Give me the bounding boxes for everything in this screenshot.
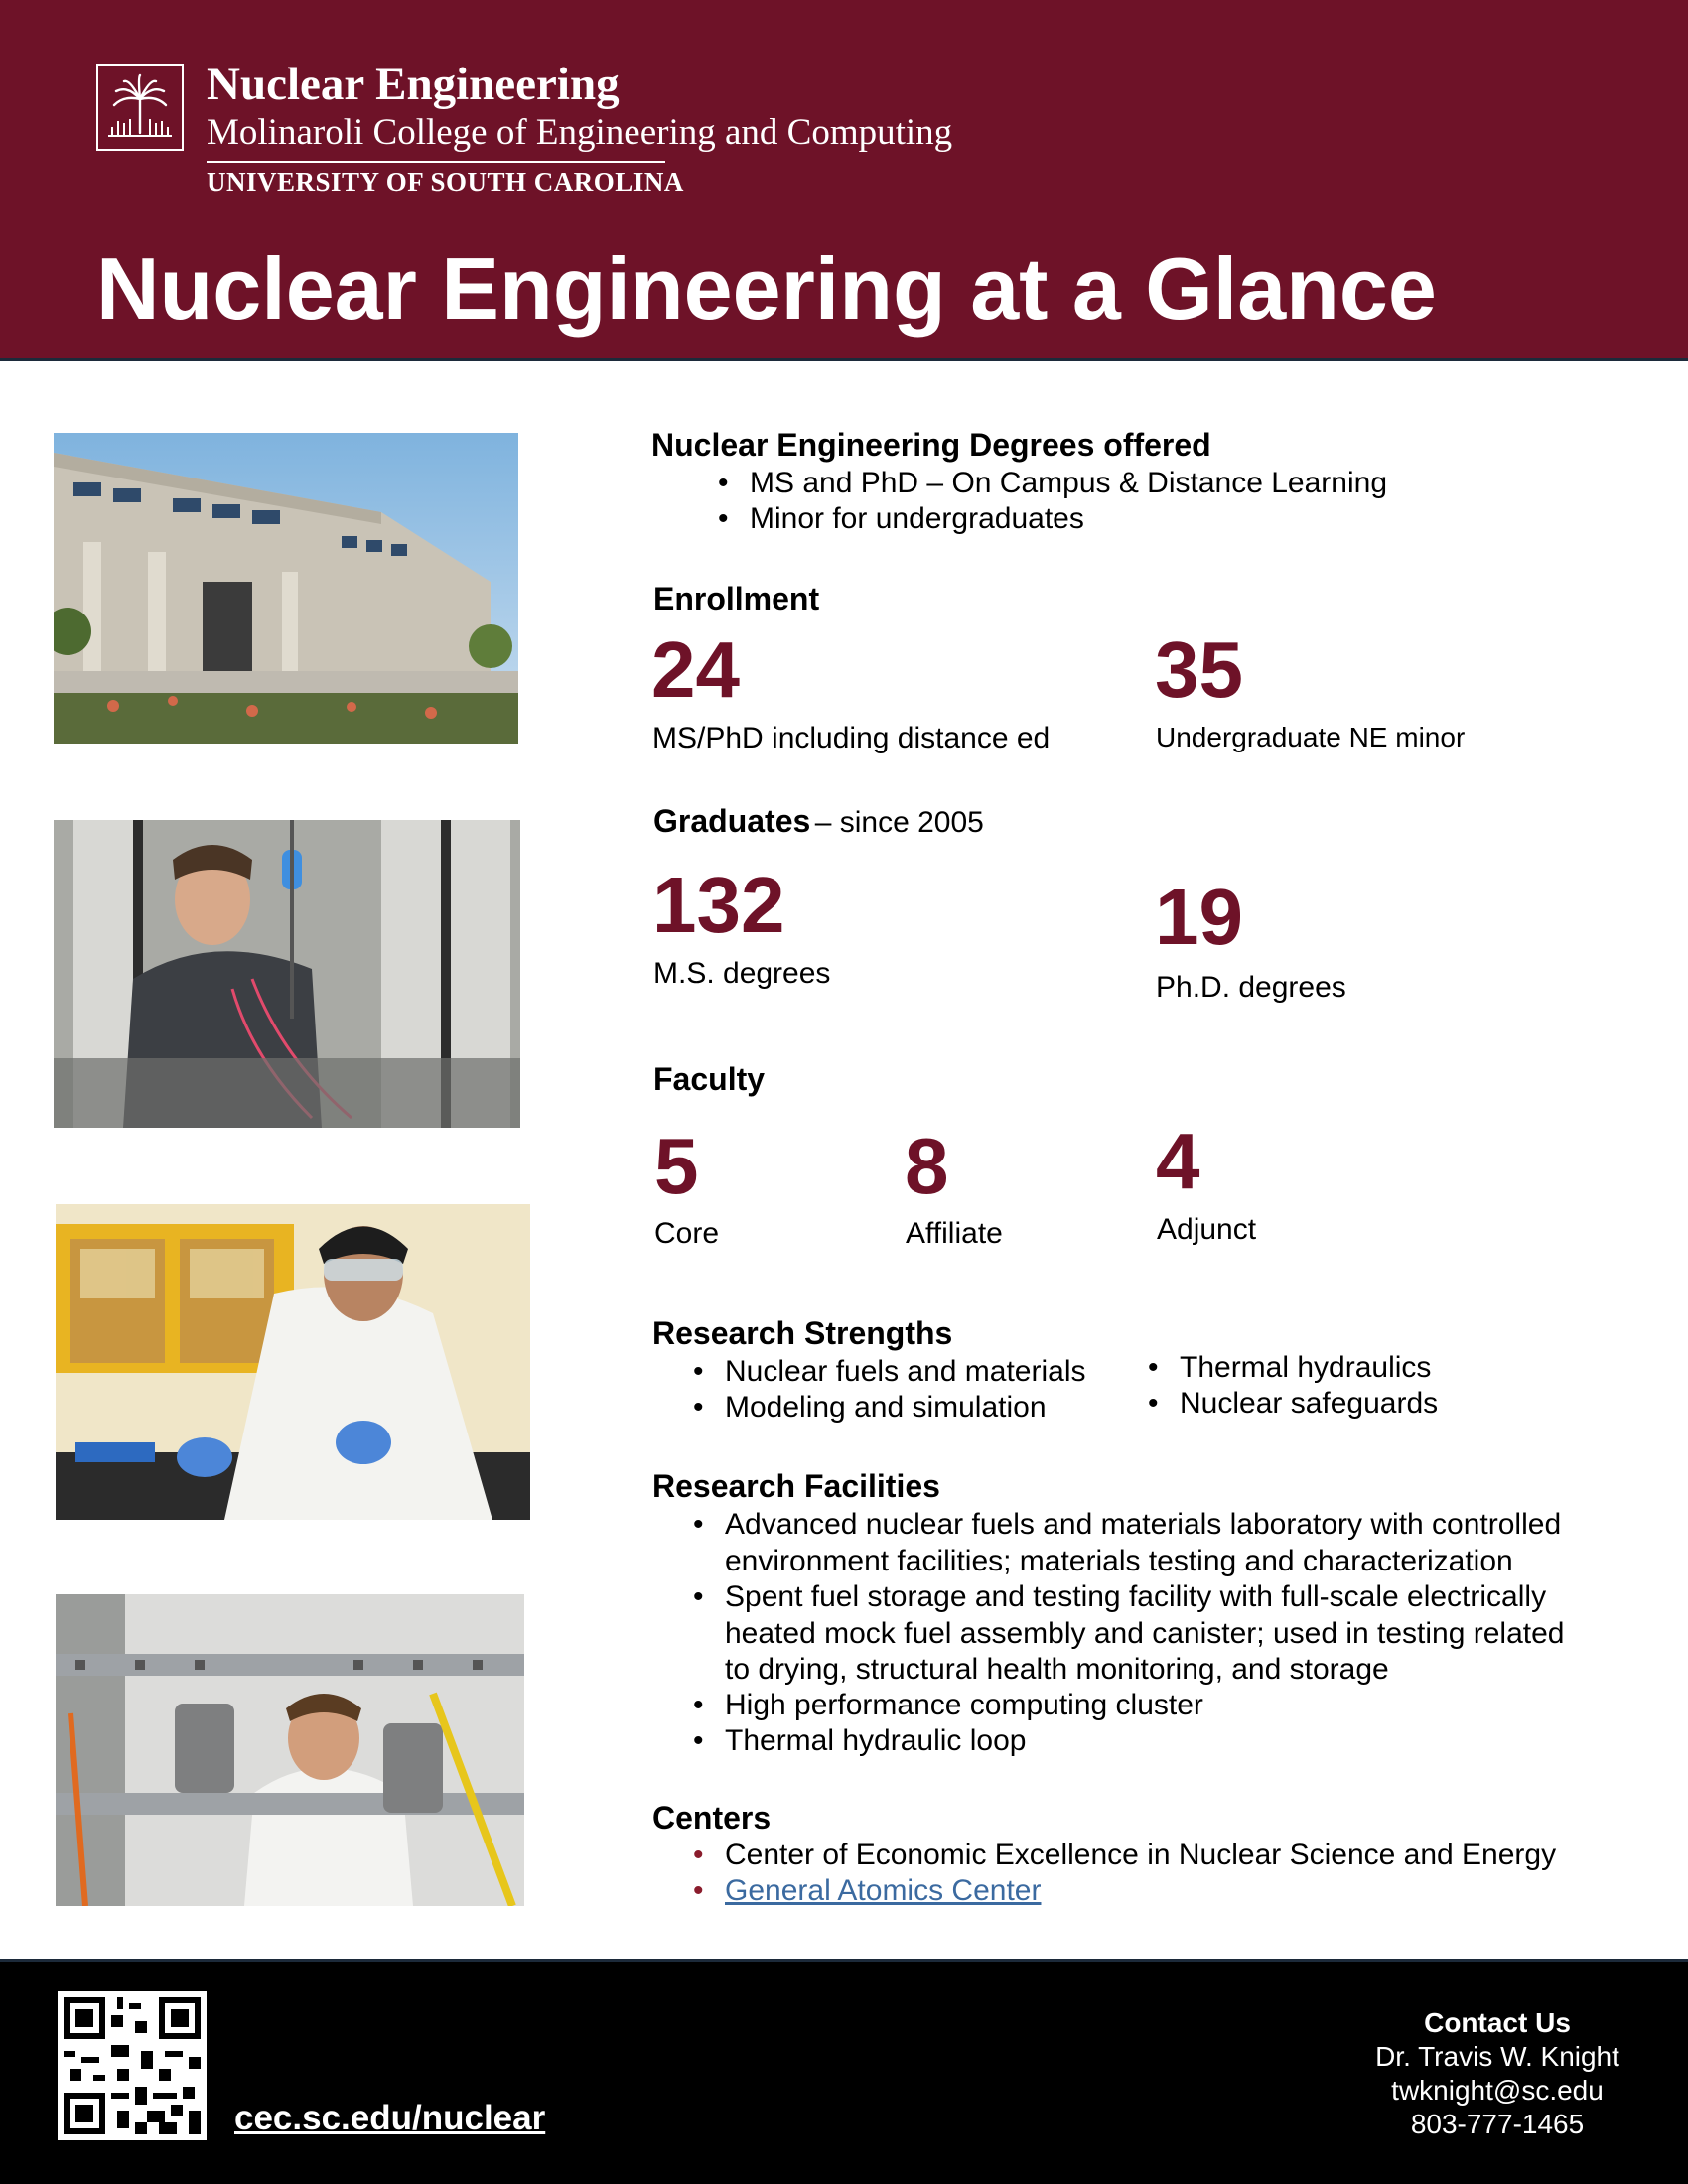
phd-degrees-label: Ph.D. degrees: [1156, 971, 1346, 1004]
lab-researcher-photo-3: [56, 1594, 524, 1906]
facilities-heading: Research Facilities: [652, 1468, 940, 1504]
phd-degrees-count: 19: [1155, 873, 1243, 961]
header-divider: [207, 161, 665, 163]
page-title: Nuclear Engineering at a Glance: [96, 239, 1437, 338]
graduates-subheading: – since 2005: [814, 806, 984, 839]
facility-line: to drying, structural health monitoring, and storage: [725, 1653, 1389, 1686]
degrees-heading: Nuclear Engineering Degrees offered: [651, 427, 1211, 463]
palmetto-icon: [104, 71, 176, 143]
contact-heading: Contact Us: [1424, 2007, 1571, 2038]
ms-degrees-count: 132: [652, 861, 785, 949]
facility-line: environment facilities; materials testing and characterization: [725, 1544, 1513, 1577]
enrollment-minor-count: 35: [1155, 625, 1243, 714]
faculty-adjunct-label: Adjunct: [1157, 1213, 1257, 1246]
facility-line: • Advanced nuclear fuels and materials laboratory with controlled: [725, 1508, 1562, 1541]
strengths-heading: Research Strengths: [652, 1315, 953, 1351]
strength-item: • Thermal hydraulics: [1180, 1351, 1431, 1385]
center-item-link[interactable]: [725, 1874, 1041, 1908]
facility-item: • High performance computing cluster: [725, 1689, 1203, 1722]
contact-phone: 803-777-1465: [1410, 2109, 1585, 2139]
facility-item: [725, 1507, 1561, 1579]
university-logo: [96, 64, 184, 151]
enrollment-graduate-label: MS/PhD including distance ed: [652, 722, 1051, 754]
lab-researcher-photo-1: [54, 820, 520, 1128]
college-name: Molinaroli College of Engineering and Computing: [207, 112, 953, 153]
faculty-heading: Faculty: [653, 1061, 766, 1097]
facility-item: • Thermal hydraulic loop: [725, 1724, 1026, 1758]
graduates-heading: Graduates: [653, 803, 811, 839]
strength-item: • Modeling and simulation: [725, 1391, 1047, 1425]
facility-item: [725, 1579, 1564, 1689]
faculty-core-label: Core: [654, 1217, 720, 1250]
contact-email[interactable]: twknight@sc.edu: [1391, 2075, 1604, 2106]
contact-name: Dr. Travis W. Knight: [1375, 2041, 1619, 2072]
university-name: UNIVERSITY OF SOUTH CAROLINA: [207, 167, 684, 197]
faculty-affiliate-count: 8: [905, 1122, 949, 1210]
facility-line: heated mock fuel assembly and canister; used in testing related: [725, 1616, 1565, 1650]
faculty-adjunct-count: 4: [1156, 1117, 1200, 1205]
faculty-affiliate-label: Affiliate: [906, 1217, 1003, 1250]
enrollment-graduate-count: 24: [651, 625, 740, 714]
building-photo: [54, 433, 518, 744]
strength-item: • Nuclear fuels and materials: [725, 1355, 1086, 1389]
facility-line: • Spent fuel storage and testing facility with full-scale electrically: [725, 1580, 1547, 1613]
qr-code-icon[interactable]: [58, 1991, 207, 2140]
faculty-core-count: 5: [654, 1122, 699, 1210]
website-link[interactable]: cec.sc.edu/nuclear: [234, 2099, 546, 2137]
center-item: • Center of Economic Excellence in Nuclear Science and Energy: [725, 1839, 1556, 1872]
degree-item: • MS and PhD – On Campus & Distance Learning: [750, 467, 1387, 500]
general-atomics-center-link[interactable]: General Atomics Center: [725, 1874, 1042, 1907]
strength-item: • Nuclear safeguards: [1180, 1387, 1438, 1421]
enrollment-minor-label: Undergraduate NE minor: [1156, 722, 1466, 752]
centers-heading: Centers: [652, 1800, 772, 1836]
graduates-heading-row: [653, 803, 984, 840]
ms-degrees-label: M.S. degrees: [653, 957, 831, 990]
degree-item: • Minor for undergraduates: [750, 502, 1084, 536]
lab-researcher-photo-2: [56, 1204, 530, 1520]
department-name: Nuclear Engineering: [207, 59, 620, 110]
enrollment-heading: Enrollment: [653, 581, 820, 616]
